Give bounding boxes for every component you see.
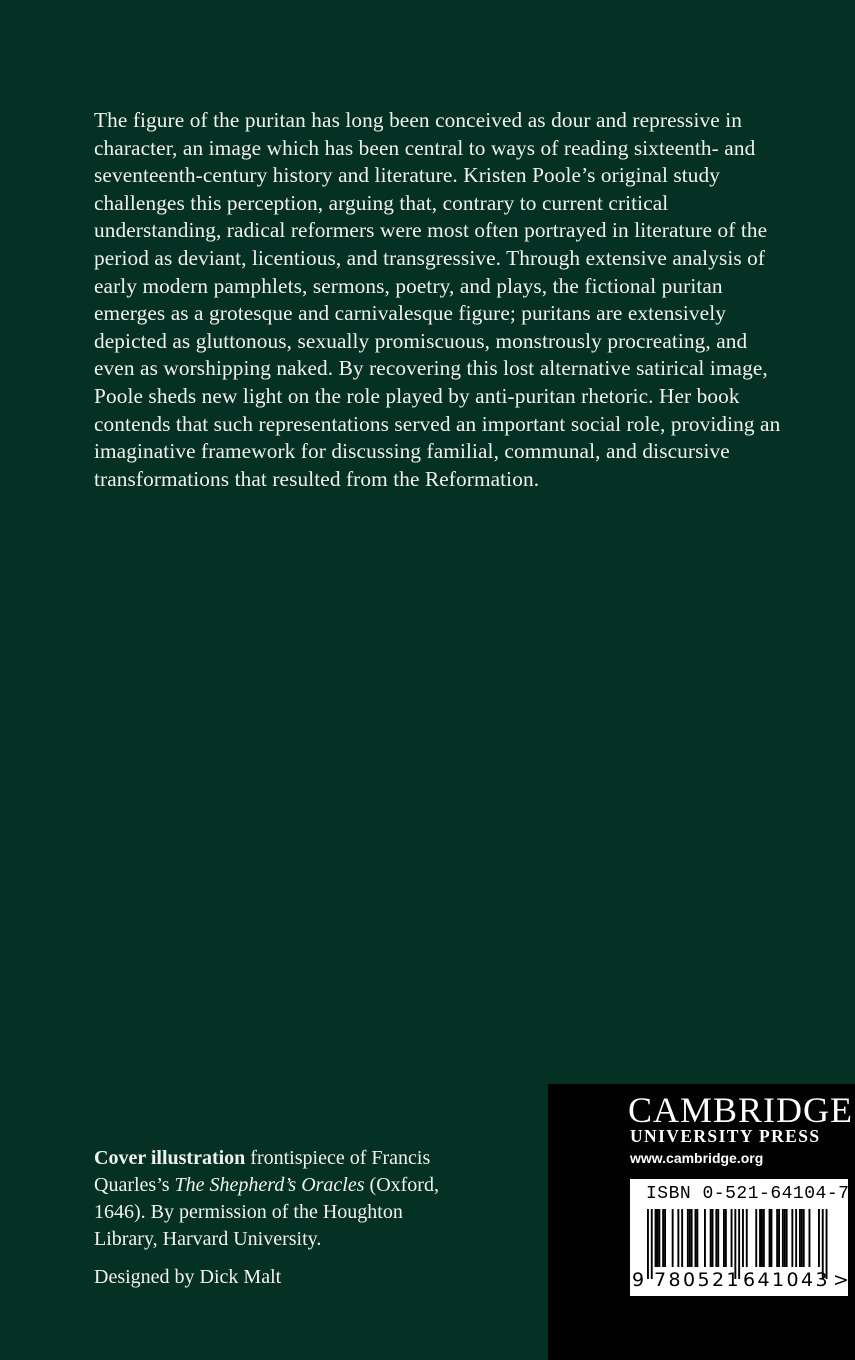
barcode-bar: [657, 1209, 659, 1267]
ean-first-digit: 9: [632, 1269, 645, 1291]
publisher-url: www.cambridge.org: [630, 1150, 764, 1166]
barcode-bar: [761, 1209, 763, 1267]
cover-credit-text-1: frontispiece of Francis Quarles’s: [94, 1147, 431, 1196]
barcode-bar: [782, 1209, 784, 1267]
barcode-bar: [664, 1209, 666, 1267]
barcode-bar: [742, 1209, 744, 1267]
barcode-bar: [723, 1209, 725, 1267]
barcode-bar: [647, 1209, 649, 1279]
barcode-bar: [695, 1209, 697, 1267]
barcode-bar: [803, 1209, 805, 1267]
barcode-bar: [731, 1209, 733, 1267]
barcode-bar: [763, 1209, 765, 1267]
barcode-bar: [662, 1209, 664, 1267]
barcode-bar: [818, 1209, 820, 1267]
ean-end-mark: >: [833, 1269, 849, 1291]
ean-left-group: 780521: [654, 1269, 741, 1291]
cover-illustration-label: Cover illustration: [94, 1147, 246, 1169]
cover-illustration-credit: [94, 1145, 464, 1253]
barcode-bar: [809, 1209, 811, 1267]
cover-credit-text-2: (Oxford, 1646). By permission of the Houghton Library, Harvard University.: [94, 1174, 439, 1250]
credits: [94, 1145, 464, 1291]
isbn-barcode: [630, 1179, 848, 1296]
barcode-bar: [689, 1209, 691, 1267]
barcode-bar: [687, 1209, 689, 1267]
barcode-bar: [710, 1209, 712, 1267]
barcode-bar: [704, 1209, 706, 1267]
barcode-bar: [658, 1209, 660, 1267]
barcode-bar: [784, 1209, 786, 1267]
publisher-name: CAMBRIDGE: [628, 1090, 854, 1130]
barcode-bar: [746, 1209, 748, 1267]
designer-credit: Designed by Dick Malt: [94, 1266, 282, 1288]
barcode-bar: [655, 1209, 657, 1267]
barcode-bar: [677, 1209, 679, 1267]
ean-right-group: 641043: [743, 1269, 830, 1291]
barcode-bar: [776, 1209, 778, 1267]
barcode-bar: [715, 1209, 717, 1267]
barcode-bar: [681, 1209, 683, 1267]
barcode-bar: [696, 1209, 698, 1267]
publisher-subname: UNIVERSITY PRESS: [630, 1126, 821, 1146]
barcode-bar: [725, 1209, 727, 1267]
barcode-bar: [651, 1209, 653, 1279]
barcode-bar: [791, 1209, 793, 1267]
barcode-bar: [778, 1209, 780, 1267]
barcode-bar: [712, 1209, 714, 1267]
barcode-bar: [691, 1209, 693, 1267]
barcode-bar: [801, 1209, 803, 1267]
barcode-bar: [786, 1209, 788, 1267]
barcode-bar: [769, 1209, 771, 1267]
barcode-bar: [795, 1209, 797, 1267]
cover-credit-title: The Shepherd’s Oracles: [174, 1174, 365, 1196]
publisher-block: [548, 1084, 855, 1360]
barcode-bar: [755, 1209, 757, 1267]
barcode-bar: [759, 1209, 761, 1267]
back-cover-blurb: The figure of the puritan has long been conceived as dour and repressive in character, an image which has been central to ways of reading sixteenth- and seventeenth-century history and literature. Kristen Poole’s original study challenges this perception, arguing that, contrary to current critical understanding, radical reformers were most often portrayed in literature of the period as deviant, licentious, and transgressive. Through extensive analysis of early modern pamphlets, sermons, poetry, and plays, the fictional puritan emerges as a grotesque and carnivalesque figure; puritans are extensively depicted as gluttonous, sexually promiscuous, monstrously procreating, and even as worshipping naked. By recovering this lost alternative satirical image, Poole sheds new light on the role played by anti-puritan rhetoric. Her book contends that such representations served an important social role, providing an imaginative framework for discussing familial, communal, and discursive transformations that resulted from the Reformation.: [94, 108, 781, 491]
barcode-bar: [771, 1209, 773, 1267]
barcode-bar: [672, 1209, 674, 1267]
barcode-bar: [799, 1209, 801, 1267]
isbn-label: ISBN 0-521-64104-7: [646, 1184, 850, 1204]
barcode-bar: [717, 1209, 719, 1267]
